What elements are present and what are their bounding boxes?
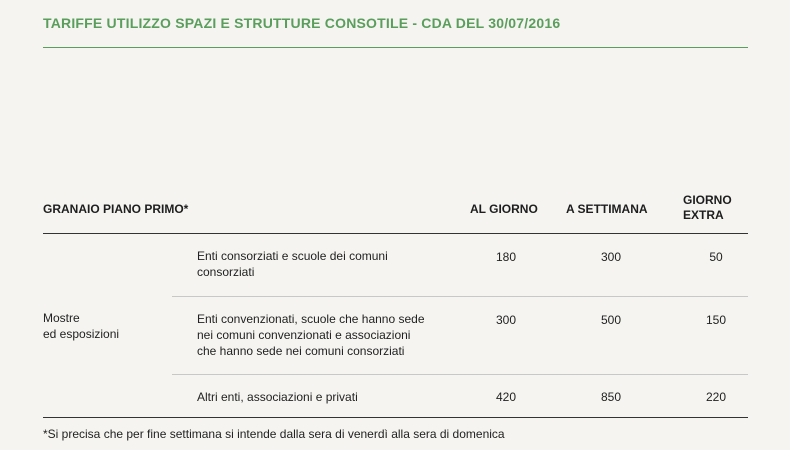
header-extra-day <box>683 193 732 223</box>
header-extra-line2: EXTRA <box>683 208 724 222</box>
header-per-day: AL GIORNO <box>470 202 538 216</box>
header-structure: GRANAIO PIANO PRIMO* <box>43 202 189 216</box>
cell-extra: 220 <box>705 390 727 404</box>
cell-day: 180 <box>495 250 517 264</box>
cell-day: 420 <box>495 390 517 404</box>
table-row-desc <box>197 248 472 280</box>
cell-week: 850 <box>600 390 622 404</box>
footnote: *Si precisa che per fine settimana si intende dalla sera di venerdì alla sera di domenica <box>43 427 505 441</box>
row-divider <box>172 374 748 375</box>
desc-line: Altri enti, associazioni e privati <box>197 390 358 404</box>
header-extra-line1: GIORNO <box>683 193 732 207</box>
cell-extra: 150 <box>705 313 727 327</box>
page-title: TARIFFE UTILIZZO SPAZI E STRUTTURE CONSOTILE - CDA DEL 30/07/2016 <box>43 15 561 31</box>
cell-day: 300 <box>495 313 517 327</box>
category-line1: Mostre <box>43 311 80 325</box>
cell-week: 500 <box>600 313 622 327</box>
header-per-week: A SETTIMANA <box>566 202 648 216</box>
row-divider <box>172 296 748 297</box>
cell-week: 300 <box>600 250 622 264</box>
cell-extra: 50 <box>709 250 723 264</box>
table-row-desc <box>197 311 472 359</box>
table-row-desc <box>197 389 472 405</box>
title-divider <box>43 47 748 48</box>
category-line2: ed esposizioni <box>43 327 120 341</box>
desc-line: Enti consorziati e scuole dei comuni <box>197 249 388 263</box>
category-label <box>43 310 119 342</box>
desc-line: consorziati <box>197 265 255 279</box>
desc-line: nei comuni convenzionati e associazioni <box>197 328 411 342</box>
desc-line: che hanno sede nei comuni consorziati <box>197 344 405 358</box>
desc-line: Enti convenzionati, scuole che hanno sede <box>197 312 425 326</box>
table-bottom-divider <box>43 417 748 418</box>
header-divider <box>43 233 748 234</box>
